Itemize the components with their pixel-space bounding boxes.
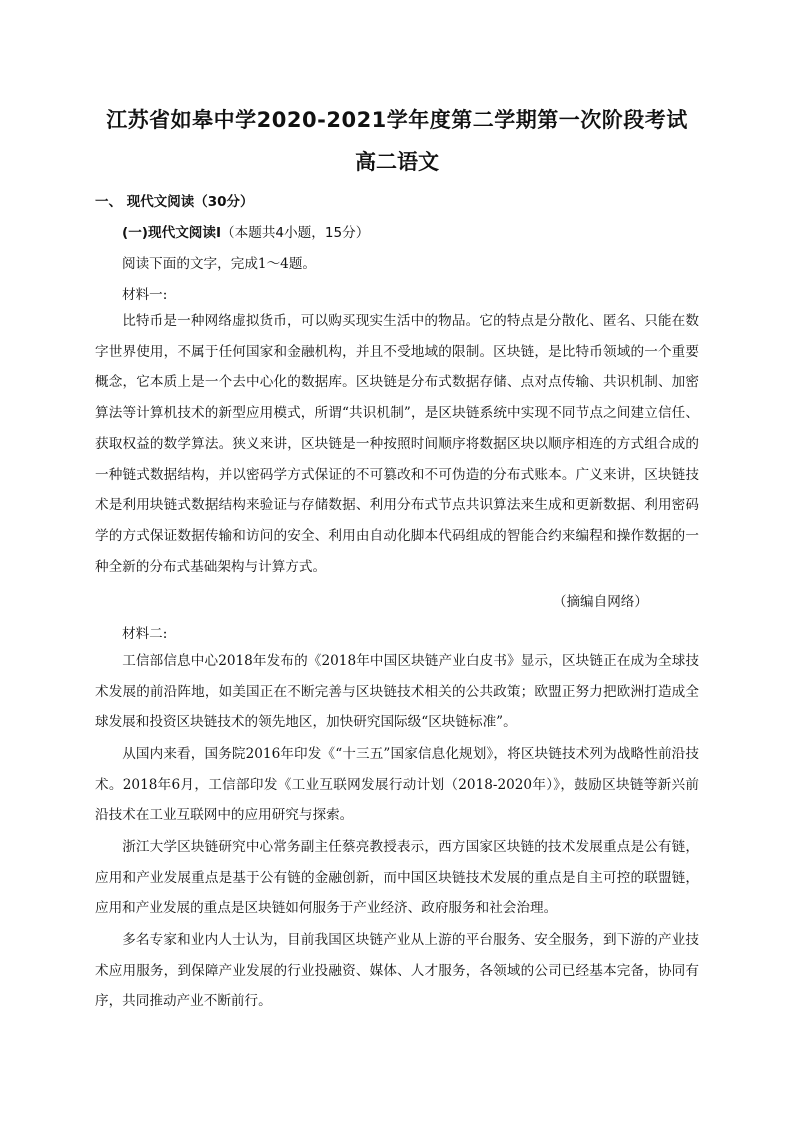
material1-paragraph: 比特币是一种网络虚拟货币，可以购买现实生活中的物品。它的特点是分散化、匿名、只能在数字世界使用，不属于任何国家和金融机构，并且不受地域的限制。区块链，是比特币领域的一个重要概念，它本质上是一个去中心化的数据库。区块链是分布式数据存储、点对点传输、共识机制、加密算法等计算机技术的新型应用模式，所谓“共识机制”，是区块链系统中实现不同节点之间建立信任、获取权益的数学算法。狭义来讲，区块链是一种按照时间顺序将数据区块以顺序相连的方式组合成的一种链式数据结构，并以密码学方式保证的不可篡改和不可伪造的分布式账本。广义来讲，区块链技术是利用块链式数据结构来验证与存储数据、利用分布式节点共识算法来生成和更新数据、利用密码学的方式保证数据传输和访问的安全、利用由自动化脚本代码组成的智能合约来编程和操作数据的一种全新的分布式基础架构与计算方式。	[95, 313, 699, 575]
exam-title: 江苏省如皋中学2020-2021学年度第二学期第一次阶段考试	[106, 108, 688, 132]
material2-paragraph-2: 从国内来看，国务院2016年印发《“十三五”国家信息化规划》，将区块链技术列为战略性前沿技术。2018年6月，工信部印发《工业互联网发展行动计划（2018-2020年）》，鼓励区块链等新兴前沿技术在工业互联网中的应用研究与探索。	[95, 746, 699, 824]
material2-label: 材料二:	[122, 626, 168, 642]
reading-instruction: 阅读下面的文字，完成1～4题。	[122, 256, 317, 272]
material2-paragraph-4: 多名专家和业内人士认为，目前我国区块链产业从上游的平台服务、安全服务，到下游的产业技术应用服务，到保障产业发展的行业投融资、媒体、人才服务，各领域的公司已经基本完备，协同有序，共同推动产业不断前行。	[95, 932, 699, 1010]
subsection-label: (一)现代文阅读Ⅰ	[122, 225, 222, 241]
material2-paragraph-3: 浙江大学区块链研究中心常务副主任蔡亮教授表示，西方国家区块链的技术发展重点是公有链，应用和产业发展重点是基于公有链的金融创新，而中国区块链技术发展的重点是自主可控的联盟链，应用和产业发展的重点是区块链如何服务于产业经济、政府服务和社会治理。	[95, 839, 699, 917]
subsection-heading	[122, 221, 369, 241]
subsection-note: （本题共4小题，15分）	[221, 225, 370, 241]
material1-source: （摘编自网络）	[552, 594, 648, 610]
material1-label: 材料一:	[122, 287, 168, 303]
exam-subtitle: 高二语文	[355, 150, 439, 174]
section-heading: 一、 现代文阅读（30分）	[95, 194, 254, 210]
material2-paragraph-1: 工信部信息中心2018年发布的《2018年中国区块链产业白皮书》显示，区块链正在成为全球技术发展的前沿阵地，如美国正在不断完善与区块链技术相关的公共政策；欧盟正努力把欧洲打造成全球发展和投资区块链技术的领先地区，加快研究国际级“区块链标准”。	[95, 653, 699, 731]
